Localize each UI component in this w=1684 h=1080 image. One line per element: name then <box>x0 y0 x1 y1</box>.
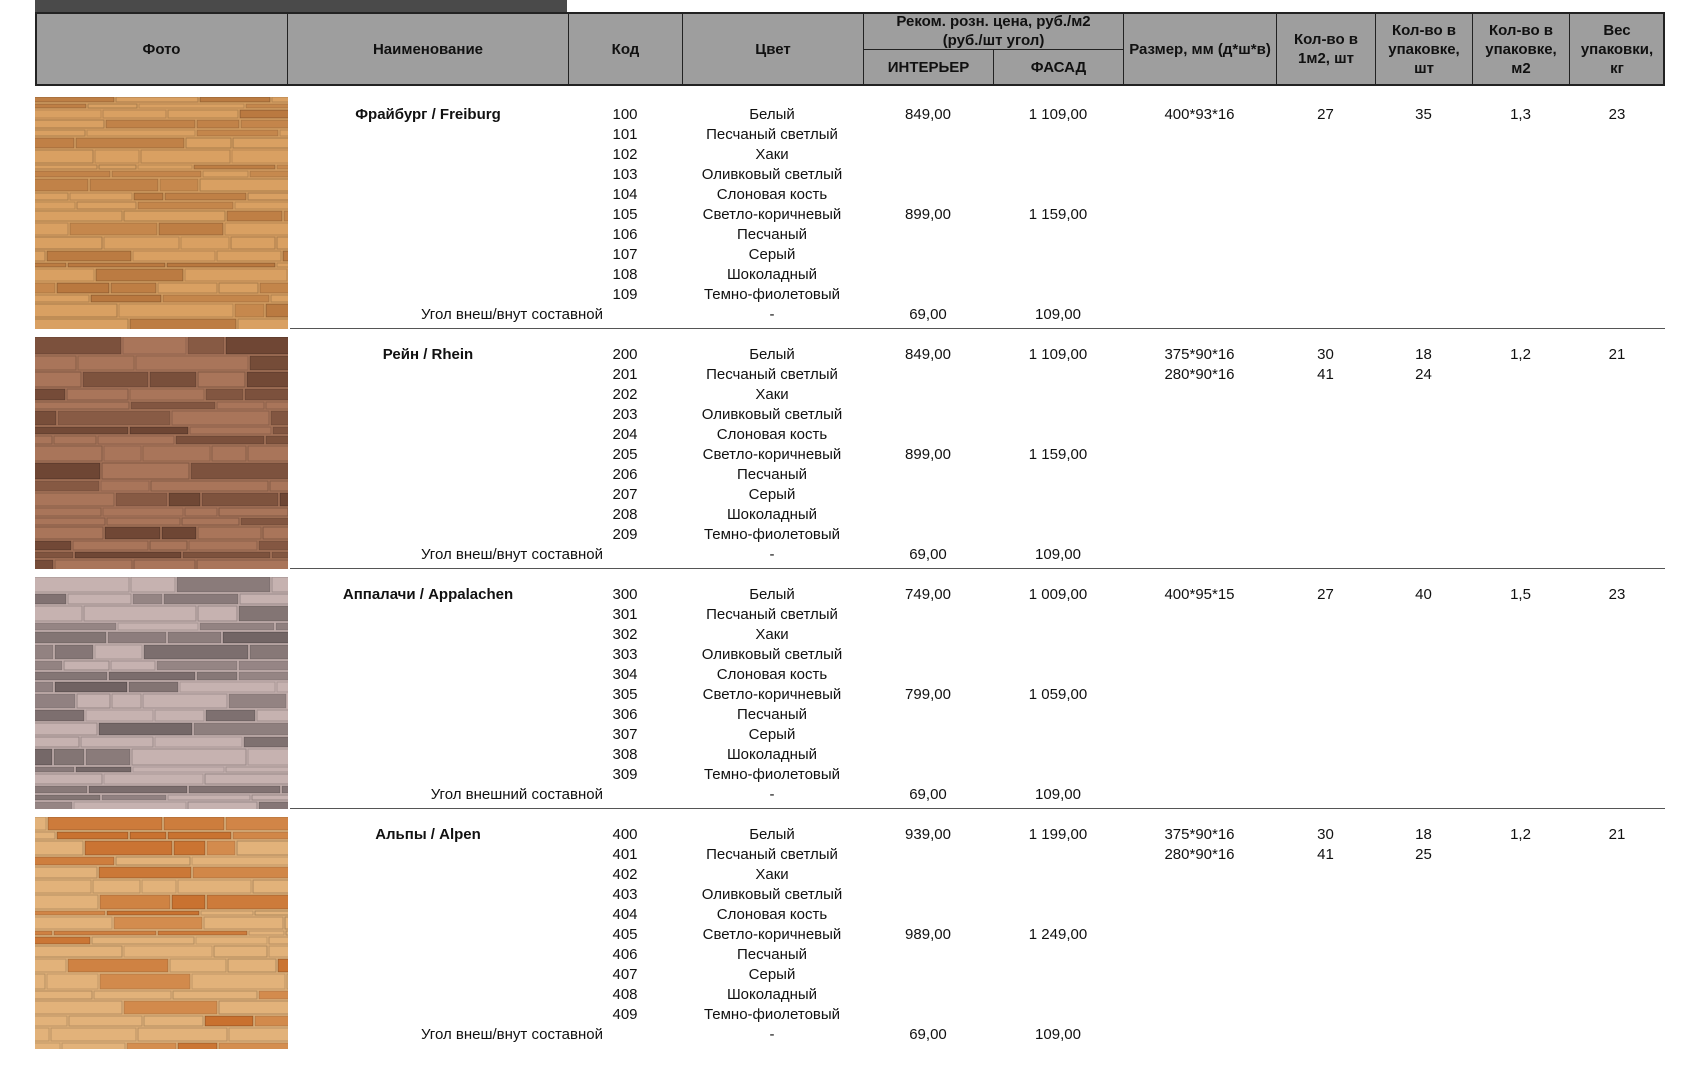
pack-weight: 21 <box>1608 346 1626 363</box>
product-color: Темно-фиолетовый <box>703 1006 841 1023</box>
product-section <box>35 577 1665 812</box>
qty-per-m2: 27 <box>1317 106 1334 123</box>
product-color: Слоновая кость <box>716 426 828 443</box>
product-code: 403 <box>612 886 638 903</box>
header-photo: Фото <box>35 12 288 86</box>
corner-label: Угол внеш/внут составной <box>420 1026 603 1043</box>
header-pack-pcs: Кол-во в упаковке, шт <box>1375 12 1473 86</box>
product-color: Серый <box>748 966 796 983</box>
header-facade: ФАСАД <box>993 49 1124 86</box>
qty-per-m2: 27 <box>1317 586 1334 603</box>
price-facade: 1 199,00 <box>1028 826 1088 843</box>
product-color: Шоколадный <box>726 266 818 283</box>
product-color: Песчаный <box>736 946 808 963</box>
product-color: Хаки <box>755 386 789 403</box>
product-color: Слоновая кость <box>716 666 828 683</box>
corner-color: - <box>769 546 775 563</box>
corner-label: Угол внеш/внут составной <box>420 546 603 563</box>
product-color: Оливковый светлый <box>701 886 843 903</box>
row-divider <box>290 808 1665 809</box>
product-color: Песчаный <box>736 466 808 483</box>
qty-pack-pcs: 35 <box>1415 106 1432 123</box>
product-photo <box>35 337 288 569</box>
corner-price-facade: 109,00 <box>1035 1026 1081 1043</box>
qty-pack-pcs: 25 <box>1415 846 1432 863</box>
product-color: Слоновая кость <box>716 906 828 923</box>
corner-price-interior: 69,00 <box>909 306 947 323</box>
qty-pack-m2: 1,2 <box>1510 346 1531 363</box>
product-code: 308 <box>612 746 638 763</box>
corner-price-facade: 109,00 <box>1035 546 1081 563</box>
corner-color: - <box>769 306 775 323</box>
product-code: 300 <box>612 586 638 603</box>
price-interior: 849,00 <box>905 346 951 363</box>
price-interior: 899,00 <box>905 206 951 223</box>
price-interior: 989,00 <box>905 926 951 943</box>
qty-per-m2: 41 <box>1317 846 1334 863</box>
product-section <box>35 817 1665 1052</box>
price-interior: 799,00 <box>905 686 951 703</box>
product-code: 303 <box>612 646 638 663</box>
product-size: 280*90*16 <box>1164 846 1235 863</box>
product-code: 202 <box>612 386 638 403</box>
corner-price-facade: 109,00 <box>1035 306 1081 323</box>
product-code: 301 <box>612 606 638 623</box>
product-color: Серый <box>748 726 796 743</box>
product-name: Аппалачи / Appalachen <box>342 586 514 603</box>
product-color: Хаки <box>755 146 789 163</box>
top-title-bar <box>35 0 567 12</box>
product-color: Серый <box>748 246 796 263</box>
product-color: Серый <box>748 486 796 503</box>
product-code: 206 <box>612 466 638 483</box>
product-color: Шоколадный <box>726 986 818 1003</box>
product-color: Шоколадный <box>726 746 818 763</box>
product-size: 280*90*16 <box>1164 366 1235 383</box>
product-color: Белый <box>749 826 795 843</box>
product-code: 100 <box>612 106 638 123</box>
product-code: 408 <box>612 986 638 1003</box>
product-code: 404 <box>612 906 638 923</box>
product-code: 409 <box>612 1006 638 1023</box>
product-code: 406 <box>612 946 638 963</box>
price-facade: 1 109,00 <box>1028 106 1088 123</box>
corner-price-facade: 109,00 <box>1035 786 1081 803</box>
product-size: 400*93*16 <box>1164 106 1235 123</box>
product-code: 108 <box>612 266 638 283</box>
corner-price-interior: 69,00 <box>909 546 947 563</box>
qty-per-m2: 30 <box>1317 826 1334 843</box>
product-section <box>35 97 1665 332</box>
product-code: 400 <box>612 826 638 843</box>
header-color: Цвет <box>682 12 864 86</box>
product-code: 402 <box>612 866 638 883</box>
product-code: 106 <box>612 226 638 243</box>
product-size: 400*95*15 <box>1164 586 1235 603</box>
product-code: 208 <box>612 506 638 523</box>
header-interior: ИНТЕРЬЕР <box>863 49 994 86</box>
product-color: Оливковый светлый <box>701 406 843 423</box>
price-interior: 899,00 <box>905 446 951 463</box>
product-code: 209 <box>612 526 638 543</box>
product-color: Оливковый светлый <box>701 646 843 663</box>
product-name: Рейн / Rhein <box>382 346 474 363</box>
product-color: Хаки <box>755 626 789 643</box>
header-per-m2: Кол-во в 1м2, шт <box>1276 12 1376 86</box>
product-color: Оливковый светлый <box>701 166 843 183</box>
qty-pack-pcs: 18 <box>1415 346 1432 363</box>
product-code: 203 <box>612 406 638 423</box>
row-divider <box>290 568 1665 569</box>
qty-per-m2: 41 <box>1317 366 1334 383</box>
corner-label: Угол внешний составной <box>430 786 603 803</box>
product-color: Песчаный светлый <box>706 846 838 863</box>
product-color: Белый <box>749 586 795 603</box>
row-divider <box>290 328 1665 329</box>
product-color: Белый <box>749 106 795 123</box>
product-code: 204 <box>612 426 638 443</box>
product-color: Песчаный <box>736 706 808 723</box>
product-color: Светло-коричневый <box>702 686 842 703</box>
product-section <box>35 337 1665 572</box>
product-size: 375*90*16 <box>1164 346 1235 363</box>
product-code: 307 <box>612 726 638 743</box>
product-code: 103 <box>612 166 638 183</box>
price-interior: 939,00 <box>905 826 951 843</box>
product-color: Песчаный <box>736 226 808 243</box>
product-size: 375*90*16 <box>1164 826 1235 843</box>
product-color: Темно-фиолетовый <box>703 766 841 783</box>
product-code: 109 <box>612 286 638 303</box>
product-code: 405 <box>612 926 638 943</box>
product-code: 201 <box>612 366 638 383</box>
product-color: Хаки <box>755 866 789 883</box>
product-name: Фрайбург / Freiburg <box>355 106 501 123</box>
price-facade: 1 009,00 <box>1028 586 1088 603</box>
product-code: 309 <box>612 766 638 783</box>
pack-weight: 23 <box>1608 106 1626 123</box>
header-weight: Вес упаковки, кг <box>1569 12 1665 86</box>
product-code: 304 <box>612 666 638 683</box>
corner-color: - <box>769 786 775 803</box>
price-facade: 1 159,00 <box>1028 206 1088 223</box>
product-color: Песчаный светлый <box>706 126 838 143</box>
product-photo <box>35 577 288 809</box>
price-facade: 1 109,00 <box>1028 346 1088 363</box>
product-color: Светло-коричневый <box>702 926 842 943</box>
product-code: 407 <box>612 966 638 983</box>
product-code: 107 <box>612 246 638 263</box>
product-code: 104 <box>612 186 638 203</box>
header-price-group: Реком. розн. цена, руб./м2 (руб./шт угол) <box>863 12 1124 50</box>
pack-weight: 21 <box>1608 826 1626 843</box>
product-code: 205 <box>612 446 638 463</box>
header-pack-m2: Кол-во в упаковке, м2 <box>1472 12 1570 86</box>
qty-pack-pcs: 40 <box>1415 586 1432 603</box>
product-color: Песчаный светлый <box>706 606 838 623</box>
header-name: Наименование <box>287 12 569 86</box>
price-facade: 1 249,00 <box>1028 926 1088 943</box>
product-code: 101 <box>612 126 638 143</box>
corner-label: Угол внеш/внут составной <box>420 306 603 323</box>
product-color: Шоколадный <box>726 506 818 523</box>
product-color: Песчаный светлый <box>706 366 838 383</box>
corner-price-interior: 69,00 <box>909 786 947 803</box>
product-code: 305 <box>612 686 638 703</box>
price-interior: 749,00 <box>905 586 951 603</box>
corner-color: - <box>769 1026 775 1043</box>
qty-pack-m2: 1,5 <box>1510 586 1531 603</box>
pack-weight: 23 <box>1608 586 1626 603</box>
product-photo <box>35 817 288 1049</box>
corner-price-interior: 69,00 <box>909 1026 947 1043</box>
product-name: Альпы / Alpen <box>375 826 481 843</box>
product-color: Белый <box>749 346 795 363</box>
price-facade: 1 059,00 <box>1028 686 1088 703</box>
product-photo <box>35 97 288 329</box>
product-code: 207 <box>612 486 638 503</box>
qty-per-m2: 30 <box>1317 346 1334 363</box>
qty-pack-pcs: 18 <box>1415 826 1432 843</box>
product-code: 102 <box>612 146 638 163</box>
product-code: 105 <box>612 206 638 223</box>
product-code: 401 <box>612 846 638 863</box>
product-code: 306 <box>612 706 638 723</box>
product-color: Темно-фиолетовый <box>703 526 841 543</box>
header-code: Код <box>568 12 683 86</box>
table-header <box>35 12 1665 86</box>
qty-pack-m2: 1,2 <box>1510 826 1531 843</box>
price-facade: 1 159,00 <box>1028 446 1088 463</box>
product-color: Слоновая кость <box>716 186 828 203</box>
product-color: Темно-фиолетовый <box>703 286 841 303</box>
product-color: Светло-коричневый <box>702 206 842 223</box>
product-code: 302 <box>612 626 638 643</box>
product-code: 200 <box>612 346 638 363</box>
price-interior: 849,00 <box>905 106 951 123</box>
header-size: Размер, мм (д*ш*в) <box>1123 12 1277 86</box>
qty-pack-pcs: 24 <box>1415 366 1432 383</box>
product-color: Светло-коричневый <box>702 446 842 463</box>
qty-pack-m2: 1,3 <box>1510 106 1531 123</box>
